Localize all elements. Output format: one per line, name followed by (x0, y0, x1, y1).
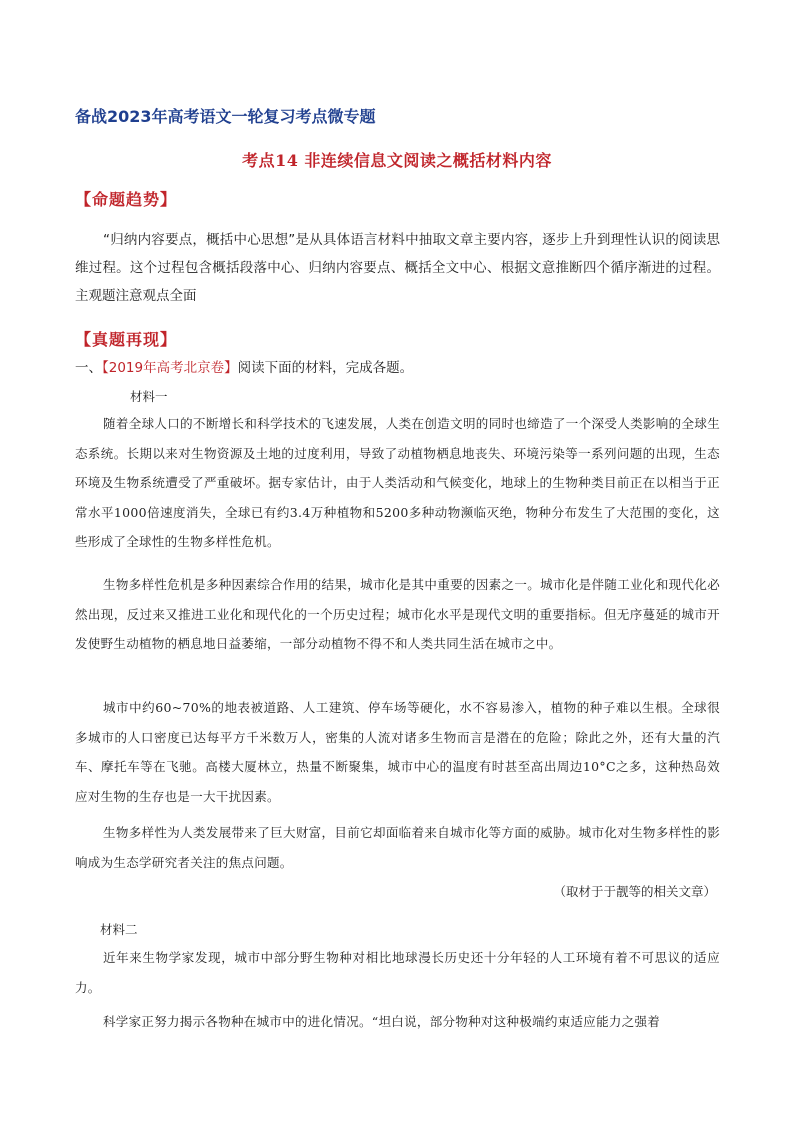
question-instruction: 阅读下面的材料，完成各题。 (237, 360, 414, 376)
material-1-paragraph-2: 生物多样性危机是多种因素综合作用的结果，城市化是其中重要的因素之一。城市化是伴随工业化和现代化必然出现，反过来又推进工业化和现代化的一个历史过程；城市化水平是现代文明的重要指标。但无序蔓延的城市开发使野生动植物的栖息地日益萎缩，一部分动植物不得不和人类共同生活在城市之中。 (75, 577, 720, 651)
material-1-paragraph-4: 生物多样性为人类发展带来了巨大财富，目前它却面临着来自城市化等方面的威胁。城市化对生物多样性的影响成为生态学研究者关注的焦点问题。 (75, 825, 720, 870)
trend-paragraph: “归纳内容要点，概括中心思想”是从具体语言材料中抽取文章主要内容，逐步上升到理性认识的阅读思维过程。这个过程包含概括段落中心、归纳内容要点、概括全文中心、根据文意推断四个循序渐进的过程。主观题注意观点全面 (75, 232, 720, 304)
trend-heading: 【命题趋势】 (75, 190, 178, 209)
real-exam-heading: 【真题再现】 (75, 330, 178, 349)
question-prefix: 一、 (75, 360, 102, 376)
question-line (75, 356, 413, 376)
series-title: 备战2023年高考语文一轮复习考点微专题 (75, 107, 376, 126)
material-1-source-note: （取材于于靓等的相关文章） (553, 884, 716, 899)
material-2-paragraph-2: 科学家正努力揭示各物种在城市中的进化情况。“坦白说，部分物种对这种极端约束适应能力之强着 (103, 1014, 661, 1029)
material-1-paragraph-3: 城市中约60~70%的地表被道路、人工建筑、停车场等硬化，水不容易渗入，植物的种子难以生根。全球很多城市的人口密度已达每平方千米数万人，密集的人流对诸多生物而言是潜在的危险；除此之外，还有大量的汽车、摩托车等在飞驰。高楼大厦林立，热量不断聚集，城市中心的温度有时甚至高出周边10°C之多，这种热岛效应对生物的生存也是一大干扰因素。 (75, 700, 720, 804)
main-title: 考点14 非连续信息文阅读之概括材料内容 (242, 151, 552, 170)
material-2-label: 材料二 (100, 922, 138, 937)
material-2-paragraph-1: 近年来生物学家发现，城市中部分野生物种对相比地球漫长历史还十分年轻的人工环境有着不可思议的适应力。 (75, 950, 720, 995)
material-1-label: 材料一 (130, 389, 168, 404)
material-1-paragraph-1: 随着全球人口的不断增长和科学技术的飞速发展，人类在创造文明的同时也缔造了一个深受人类影响的全球生态系统。长期以来对生物资源及土地的过度利用，导致了动植物栖息地丧失、环境污染等一系列问题的出现，生态环境及生物系统遭受了严重破坏。据专家估计，由于人类活动和气候变化，地球上的生物种类目前正在以相当于正常水平1000倍速度消失，全球已有约3.4万种植物和5200多种动物濒临灭绝，物种分布发生了大范围的变化，这些形成了全球性的生物多样性危机。 (75, 416, 720, 549)
question-source: 【2019年高考北京卷】 (102, 360, 238, 376)
